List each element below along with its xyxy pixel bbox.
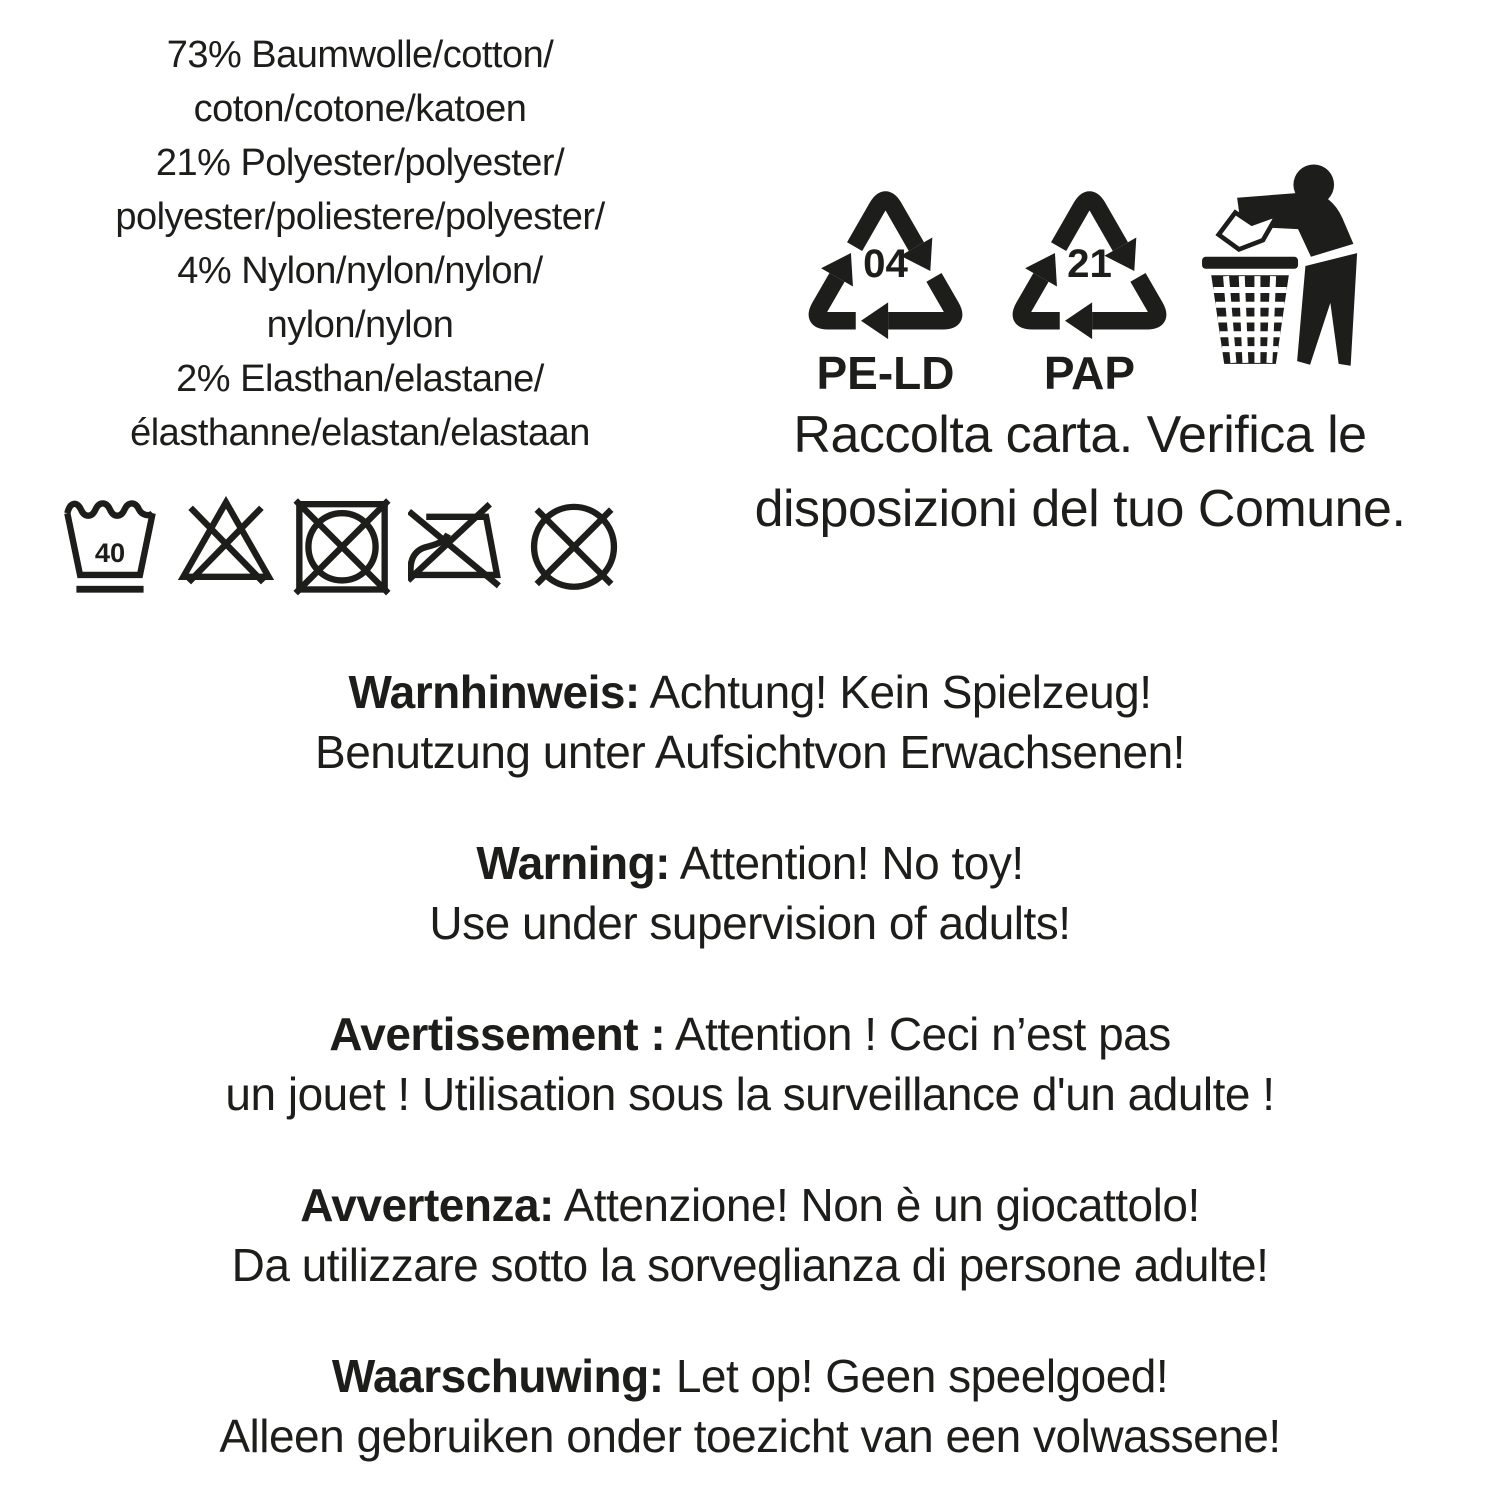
do-not-iron-icon	[408, 486, 508, 604]
recycling-pap-symbol	[1002, 172, 1177, 400]
warning-label: Avvertenza:	[300, 1179, 554, 1231]
warning-line: Avertissement : Attention ! Ceci n’est pas	[329, 1008, 1171, 1060]
composition-line: 4% Nylon/nylon/nylon/	[177, 250, 543, 292]
composition-line: polyester/poliestere/polyester/	[115, 196, 605, 238]
do-not-bleach-icon	[176, 486, 276, 604]
composition-line: élasthanne/elastan/elastaan	[130, 412, 590, 454]
tidy-man-icon	[1200, 146, 1385, 386]
care-symbols-row	[60, 486, 624, 604]
warning-line: Waarschuwing: Let op! Geen speelgoed!	[331, 1350, 1169, 1402]
composition-line: 21% Polyester/polyester/	[155, 142, 565, 184]
wash-40-mild-icon	[60, 486, 160, 604]
warning-line: Use under supervision of adults!	[429, 897, 1071, 949]
warning-line: Benutzung unter Aufsichtvon Erwachsenen!	[315, 726, 1185, 778]
warning-label: Waarschuwing:	[331, 1350, 664, 1402]
composition-block	[20, 28, 700, 460]
warning-label: Warnhinweis:	[348, 666, 640, 718]
paper-recycling-note-line: disposizioni del tuo Comune.	[754, 480, 1406, 538]
warning-block-dutch	[0, 1346, 1500, 1466]
recycling-21-pap-icon	[1002, 172, 1177, 347]
warning-label: Avertissement :	[329, 1008, 666, 1060]
composition-line: 73% Baumwolle/cotton/	[166, 34, 554, 76]
warning-line: Warnhinweis: Achtung! Kein Spielzeug!	[348, 666, 1152, 718]
recycling-code-label: 04	[863, 241, 908, 286]
do-not-dry-clean-icon	[524, 486, 624, 604]
warning-block-german	[0, 662, 1500, 782]
recycling-peld-symbol	[798, 172, 973, 400]
warning-line: Da utilizzare sotto la sorveglianza di persone adulte!	[231, 1239, 1269, 1291]
paper-recycling-note-line: Raccolta carta. Verifica le	[793, 406, 1367, 464]
paper-recycling-note	[680, 398, 1480, 546]
do-not-tumble-dry-icon	[292, 486, 392, 604]
composition-line: nylon/nylon	[266, 304, 454, 346]
recycling-code-label: 21	[1067, 241, 1112, 286]
warning-block-italian	[0, 1175, 1500, 1295]
warning-line: Warning: Attention! No toy!	[476, 837, 1024, 889]
warning-line: Alleen gebruiken onder toezicht van een volwassene!	[219, 1410, 1281, 1462]
recycling-material-label: PAP	[1043, 347, 1136, 399]
warning-block-french	[0, 1004, 1500, 1124]
wash-temperature-label: 40	[94, 537, 126, 569]
warning-label: Warning:	[476, 837, 670, 889]
recycling-material-label: PE-LD	[816, 347, 955, 399]
warning-block-english	[0, 833, 1500, 953]
warning-line: Avvertenza: Attenzione! Non è un giocattolo!	[300, 1179, 1200, 1231]
composition-line: coton/cotone/katoen	[193, 88, 527, 130]
recycling-04-peld-icon	[798, 172, 973, 347]
warning-line: un jouet ! Utilisation sous la surveillance d'un adulte !	[225, 1068, 1275, 1120]
composition-line: 2% Elasthan/elastane/	[176, 358, 544, 400]
